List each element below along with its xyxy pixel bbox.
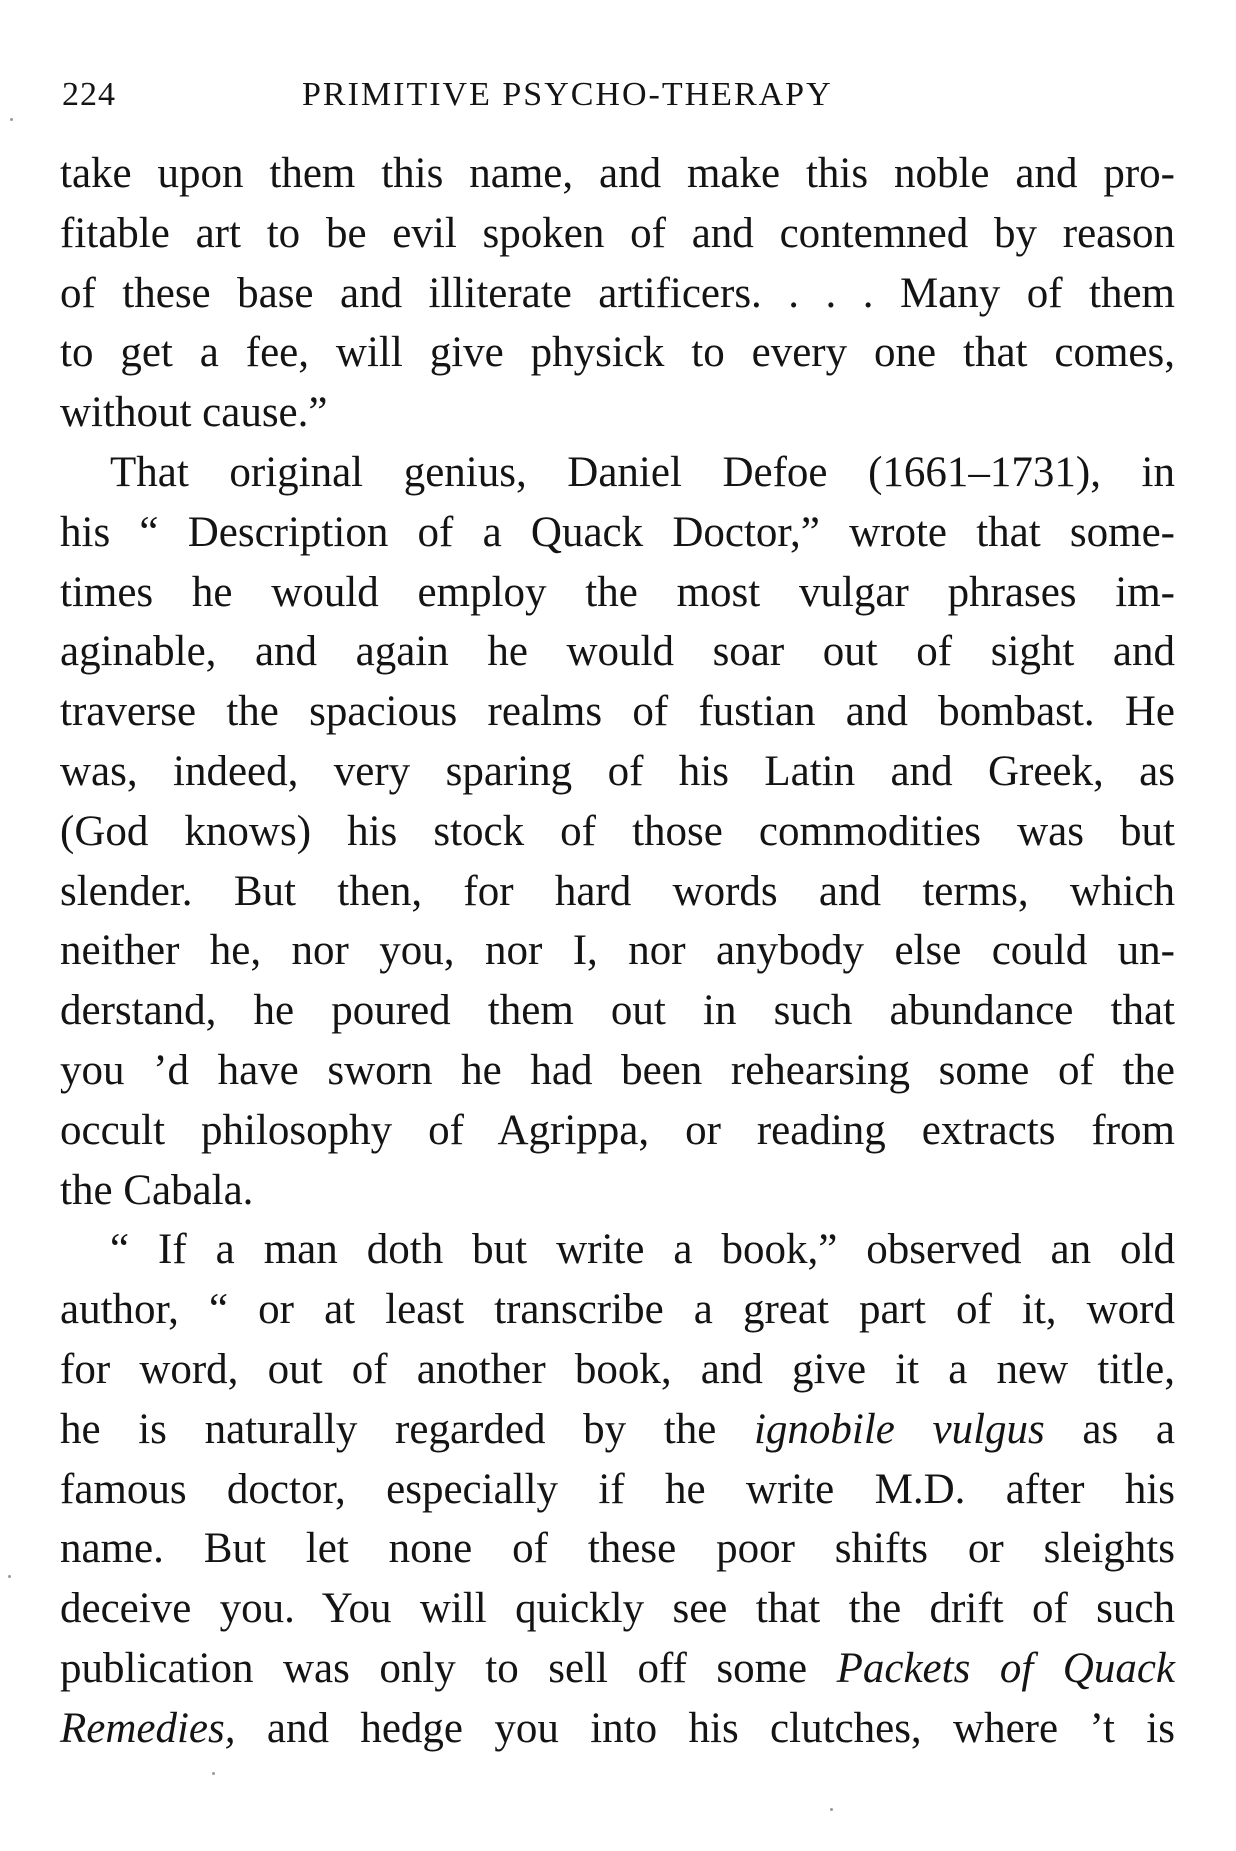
- text-line: you ’d have sworn he had been rehearsing some of the: [60, 1046, 1175, 1094]
- text-line-with-italic: [60, 1699, 1175, 1759]
- text-segment: publication was only to sell off some: [60, 1644, 837, 1692]
- running-head: [62, 70, 1172, 120]
- text-line: famous doctor, especially if he write M.D. after his: [60, 1465, 1175, 1513]
- paper-speck: [10, 118, 13, 121]
- paper-speck: [830, 1808, 833, 1811]
- text-line: aginable, and again he would soar out of sight and: [60, 628, 1175, 676]
- text-line: of these base and illiterate artificers. . . . Many of them: [60, 269, 1175, 317]
- text-line: slender. But then, for hard words and terms, which: [60, 867, 1175, 915]
- italic-phrase: ignobile vulgus: [753, 1405, 1045, 1453]
- text-line: deceive you. You will quickly see that the drift of such: [60, 1585, 1175, 1633]
- text-line: was, indeed, very sparing of his Latin and Greek, as: [60, 747, 1175, 795]
- text-line: his “ Description of a Quack Doctor,” wrote that some-: [60, 508, 1175, 556]
- italic-phrase: Packets of Quack: [836, 1644, 1175, 1692]
- text-line: without cause.”: [60, 389, 328, 437]
- paper-speck: [212, 1772, 215, 1775]
- text-line: author, “ or at least transcribe a great part of it, word: [60, 1286, 1175, 1334]
- text-line: derstand, he poured them out in such abundance that: [60, 987, 1175, 1035]
- text-line: take upon them this name, and make this noble and pro-: [60, 150, 1175, 197]
- text-line: for word, out of another book, and give it a new title,: [60, 1345, 1175, 1393]
- italic-phrase: Remedies,: [60, 1704, 236, 1752]
- text-line: times he would employ the most vulgar phrases im-: [60, 568, 1175, 616]
- text-line: (God knows) his stock of those commodities was but: [60, 807, 1175, 855]
- paragraph-start-line: “ If a man doth but write a book,” observed an old: [110, 1226, 1175, 1274]
- text-line: fitable art to be evil spoken of and contemned by reason: [60, 209, 1175, 257]
- page-number: 224: [62, 76, 116, 113]
- running-title: PRIMITIVE PSYCHO-THERAPY: [302, 76, 833, 113]
- text-line: name. But let none of these poor shifts or sleights: [60, 1525, 1175, 1573]
- text-line: occult philosophy of Agrippa, or reading extracts from: [60, 1106, 1175, 1154]
- text-line: to get a fee, will give physick to every one that comes,: [60, 329, 1175, 377]
- paper-speck: [8, 1575, 11, 1578]
- text-line: traverse the spacious realms of fustian and bombast. He: [60, 688, 1175, 736]
- text-segment: as a: [1044, 1405, 1175, 1453]
- text-segment: he is naturally regarded by the: [60, 1405, 754, 1453]
- text-line-with-italic: [60, 1639, 1175, 1699]
- body-text: [60, 144, 1175, 1759]
- text-line: neither he, nor you, nor I, nor anybody else could un-: [60, 927, 1175, 975]
- paragraph-start-line: That original genius, Daniel Defoe (1661–1731), in: [110, 448, 1175, 496]
- text-line-with-italic: [60, 1400, 1175, 1460]
- text-line: the Cabala.: [60, 1166, 254, 1214]
- text-segment: and hedge you into his clutches, where ’t is: [235, 1704, 1175, 1752]
